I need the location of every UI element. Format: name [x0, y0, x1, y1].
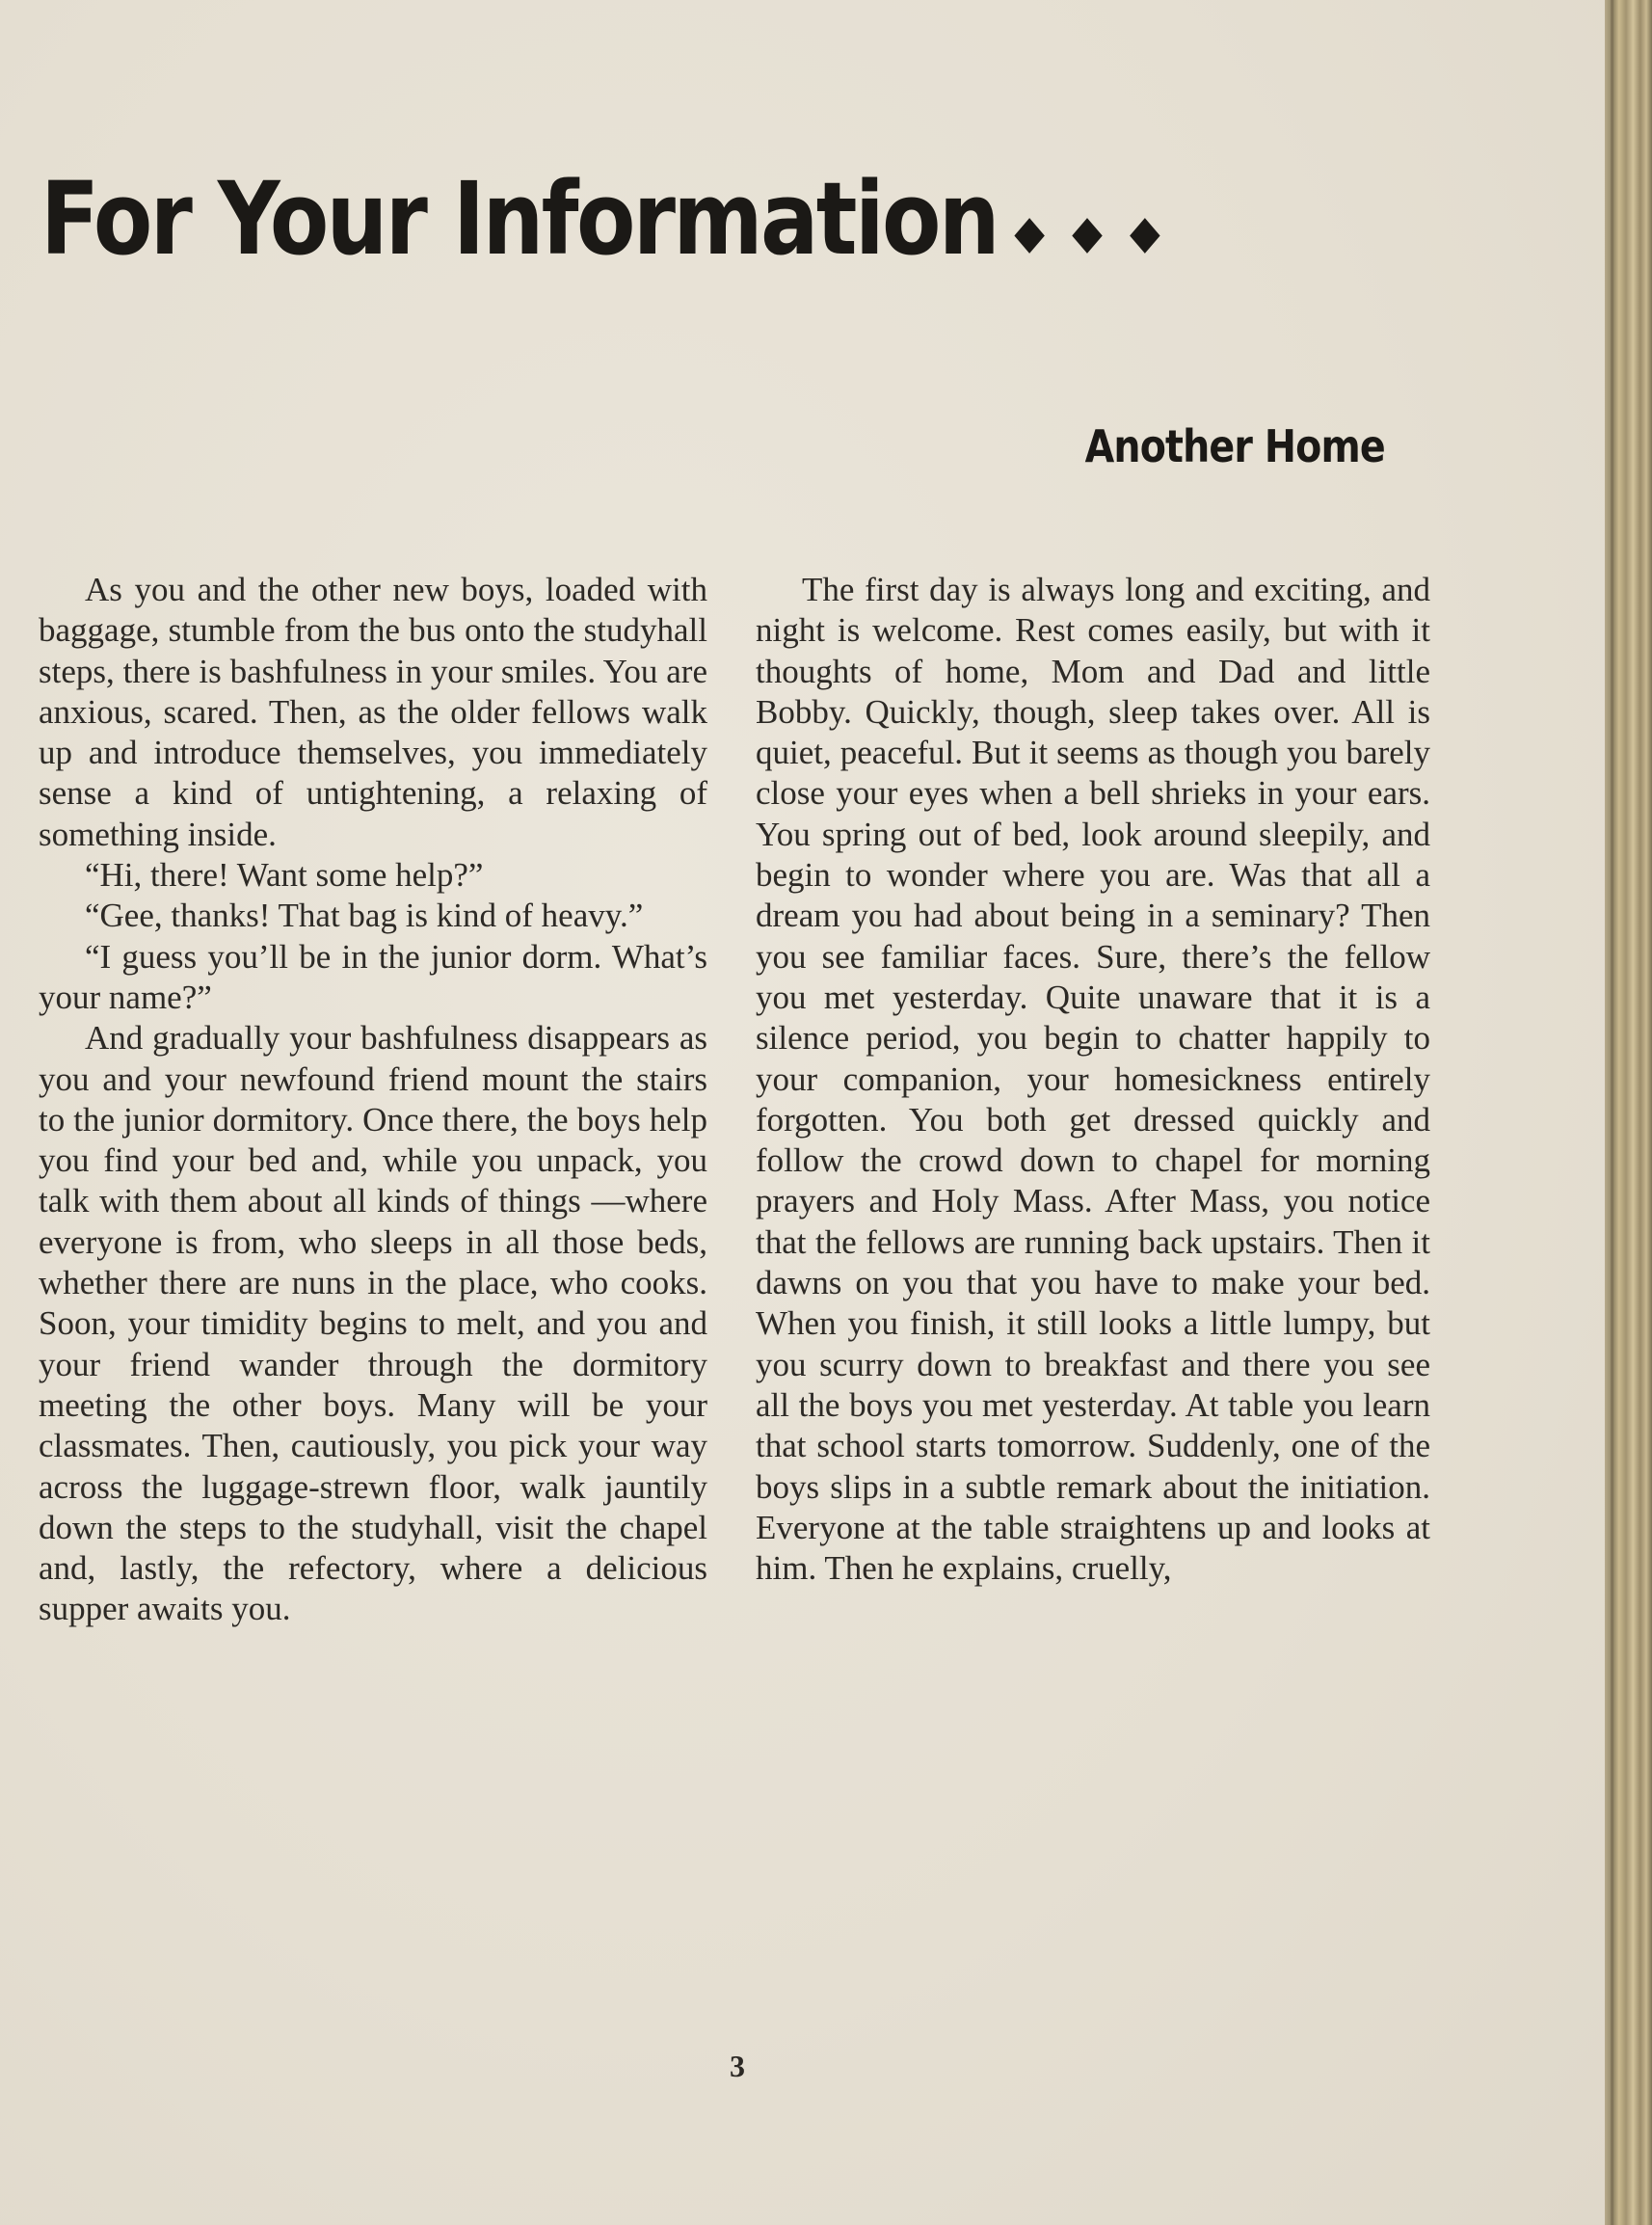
paragraph: “Gee, thanks! That bag is kind of heavy.” — [85, 897, 644, 935]
right-column — [756, 570, 1430, 1589]
article-subhead: Another Home — [1084, 420, 1385, 472]
left-column — [39, 570, 707, 1630]
paragraph: The first day is always long and exciting, and night is welcome. Rest comes easily, but with it thoughts of home, Mom and Dad and little Bobby. Quickly, though, sleep takes over. All is quiet, peaceful. But it seems as though you barely close your eyes when a bell shrieks in your ears. You spring out of bed, look around sleepily, and begin to wonder where you are. Was that all a dream you had about being in a seminary? Then you see familiar faces. Sure, there’s the fellow you met yesterday. Quite unaware that it is a silence period, you begin to chatter happily to your companion, your homesickness entirely forgotten. You both get dressed quickly and follow the crowd down to chapel for morning prayers and Holy Mass. After Mass, you notice that the fellows are running back upstairs. Then it dawns on you that you have to make your bed. When you finish, it still looks a little lumpy, but you scurry down to breakfast and there you see all the boys you met yesterday. At table you learn that school starts tomorrow. Suddenly, one of the boys slips in a subtle remark about the initiation. Everyone at the table straightens up and looks at him. Then he explains, cruelly, — [756, 571, 1430, 1588]
paragraph: As you and the other new boys, loaded with baggage, stumble from the bus onto the studyhall steps, there is bashfulness in your smiles. You are anxious, scared. Then, as the older fellows walk up and introduce themselves, you immediately sense a kind of untightening, a relaxing of something inside. — [39, 571, 707, 853]
paragraph: And gradually your bashfulness disappears as you and your newfound friend mount the stairs to the junior dormitory. Once there, the boys help you find your bed and, while you unpack, you talk with them about all kinds of things —where everyone is from, who sleeps in all those beds, whether there are nuns in the place, who cooks. Soon, your timidity begins to melt, and you and your friend wander through the dormitory meeting the other boys. Many will be your classmates. Then, cautiously, you pick your way across the luggage-strewn floor, walk jauntily down the steps to the studyhall, visit the chapel and, lastly, the refectory, where a delicious supper awaits you. — [39, 1019, 707, 1628]
paragraph: “I guess you’ll be in the junior dorm. What’s your name?” — [39, 937, 707, 1016]
paragraph: “Hi, there! Want some help?” — [85, 856, 484, 895]
page-title — [40, 160, 1167, 278]
book-page-edge — [1605, 0, 1652, 2225]
page-title-text: For Your Information — [40, 160, 998, 278]
page-number: 3 — [730, 2049, 745, 2083]
title-ornament: ◆ ◆ ◆ — [1014, 205, 1167, 259]
